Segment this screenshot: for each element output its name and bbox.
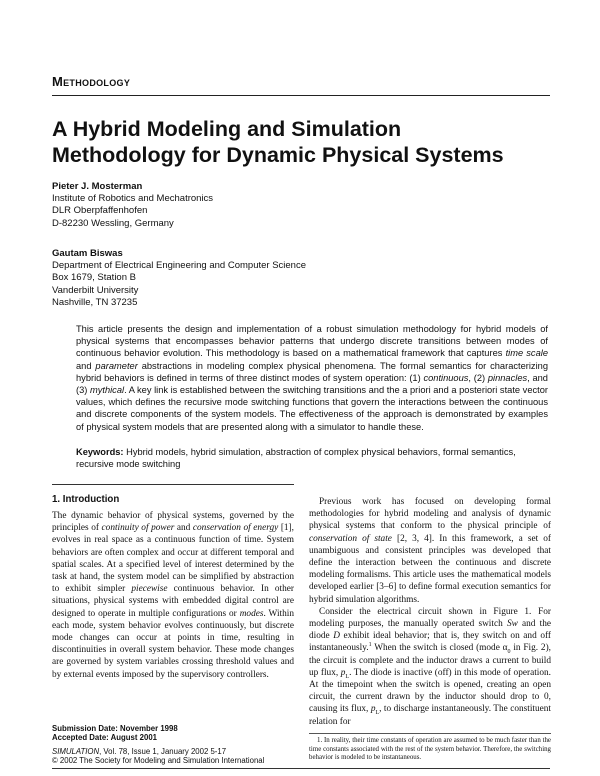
title-line-1: A Hybrid Modeling and Simulation [52,117,402,141]
title-line-2: Methodology for Dynamic Physical Systems [52,143,504,167]
submission-date: Submission Date: November 1998 [52,724,178,733]
bottom-rule [52,768,550,769]
keywords-label: Keywords: [76,447,124,457]
author-block-2 [52,248,306,309]
left-column-rule [52,484,294,485]
section-heading: 1. Introduction [52,494,120,505]
copyright: © 2002 The Society for Modeling and Simulation International [52,755,265,765]
accepted-date: Accepted Date: August 2001 [52,733,157,743]
section-label: Methodology [52,74,131,89]
abstract: This article presents the design and implementation of a robust simulation methodology for hybrid models of physical systems that encompasses behavior patterns that undergo discrete transitions between modes of continuous behavior evolution. This methodology is based on a mathematical framework that captures time scale and parameter abstractions in modeling complex physical phenomena. The formal semantics for characterizing hybrid behaviors is defined in terms of three distinct modes of system operation: (1) continuous, (2) pinnacles, and (3) mythical. A key link is established between the switching transitions and the a priori and a posteriori state vector values, which defines the recursive mode switching functions that govern the interactions between the continuous and discrete components of the system models. The effectiveness of the approach is demonstrated by examples of physical system models that are presented along with a simulator to handle these. [76,324,548,432]
keywords [76,446,548,470]
author-name: Gautam Biswas [52,248,123,259]
affiliation-line: DLR Oberpfaffenhofen [52,205,148,217]
affiliation-line: Department of Electrical Engineering and Computer Science [52,260,306,272]
keywords-text: Hybrid models, hybrid simulation, abstraction of complex physical behaviors, formal semantics, recursive mode switching [76,447,516,470]
citation: SIMULATION, Vol. 78, Issue 1, January 2002 5-17 [52,746,227,756]
author-block-1 [52,181,213,230]
right-column: Previous work has focused on developing formal methodologies for hybrid modeling and analysis of dynamic physical systems that conform to the physical principle of conservation of state [2, 3, 4]. In this framework, a set of unambiguous and consistent principles was developed that define the interaction between the continuous and discrete modeling formalisms. This article uses the mathematical models developed earlier [3–6] to define formal execution semantics for hybrid simulation algorithms. Consider the electrical circuit shown in Figure 1. For modeling purposes, the manually operated switch Sw and the diode D exhibit ideal behavior; that is, they switch on and off instantaneously.$^1$ When the switch is closed (mode $\alpha_0$ in Fig. 2), the circuit is complete and the inductor draws a current to build up flux, $p_L$. The diode is inactive (off) in this mode of operation. At the timepoint when the switch is opened, creating an open circuit, the current drawn by the inductor should drop to 0, causing its flux, $p_L$, to discharge instantaneously. The constituent relation for [309,497,551,727]
footnote: 1. In reality, their time constants of operation are assumed to be much faster than the time constants associated with the rest of the system behavior. Therefore, the switching behavior is modeled to be instantaneous. [309,737,551,762]
affiliation-line: Nashville, TN 37235 [52,296,138,308]
affiliation-line: D-82230 Wessling, Germany [52,217,174,229]
intro-column: The dynamic behavior of physical systems, governed by the principles of continuity of power and conservation of energy [1], evolves in real space as a continuous function of time. System behaviors are often complex and occur at different temporal and spatial scales. At a specified level of interest determined by the task at hand, the system model can be simplified by abstraction to exhibit simpler piecewise continuous behavior. In other situations, physical systems with embedded digital control are designed to operate in multiple configurations or modes. Within each mode, system behavior evolves continuously, but discrete mode changes can occur at points in time, resulting in discontinuities in overall system behavior. These mode changes are governed by system variables crossing threshold values and by external events imposed by the supervisory controllers. [52,511,294,680]
paper-title [52,116,552,168]
affiliation-line: Box 1679, Station B [52,272,136,284]
affiliation-line: Institute of Robotics and Mechatronics [52,193,214,205]
footnote-rule [309,733,551,734]
author-name: Pieter J. Mosterman [52,181,143,192]
publication-info [52,724,292,765]
affiliation-line: Vanderbilt University [52,284,139,296]
header-rule [52,95,550,96]
